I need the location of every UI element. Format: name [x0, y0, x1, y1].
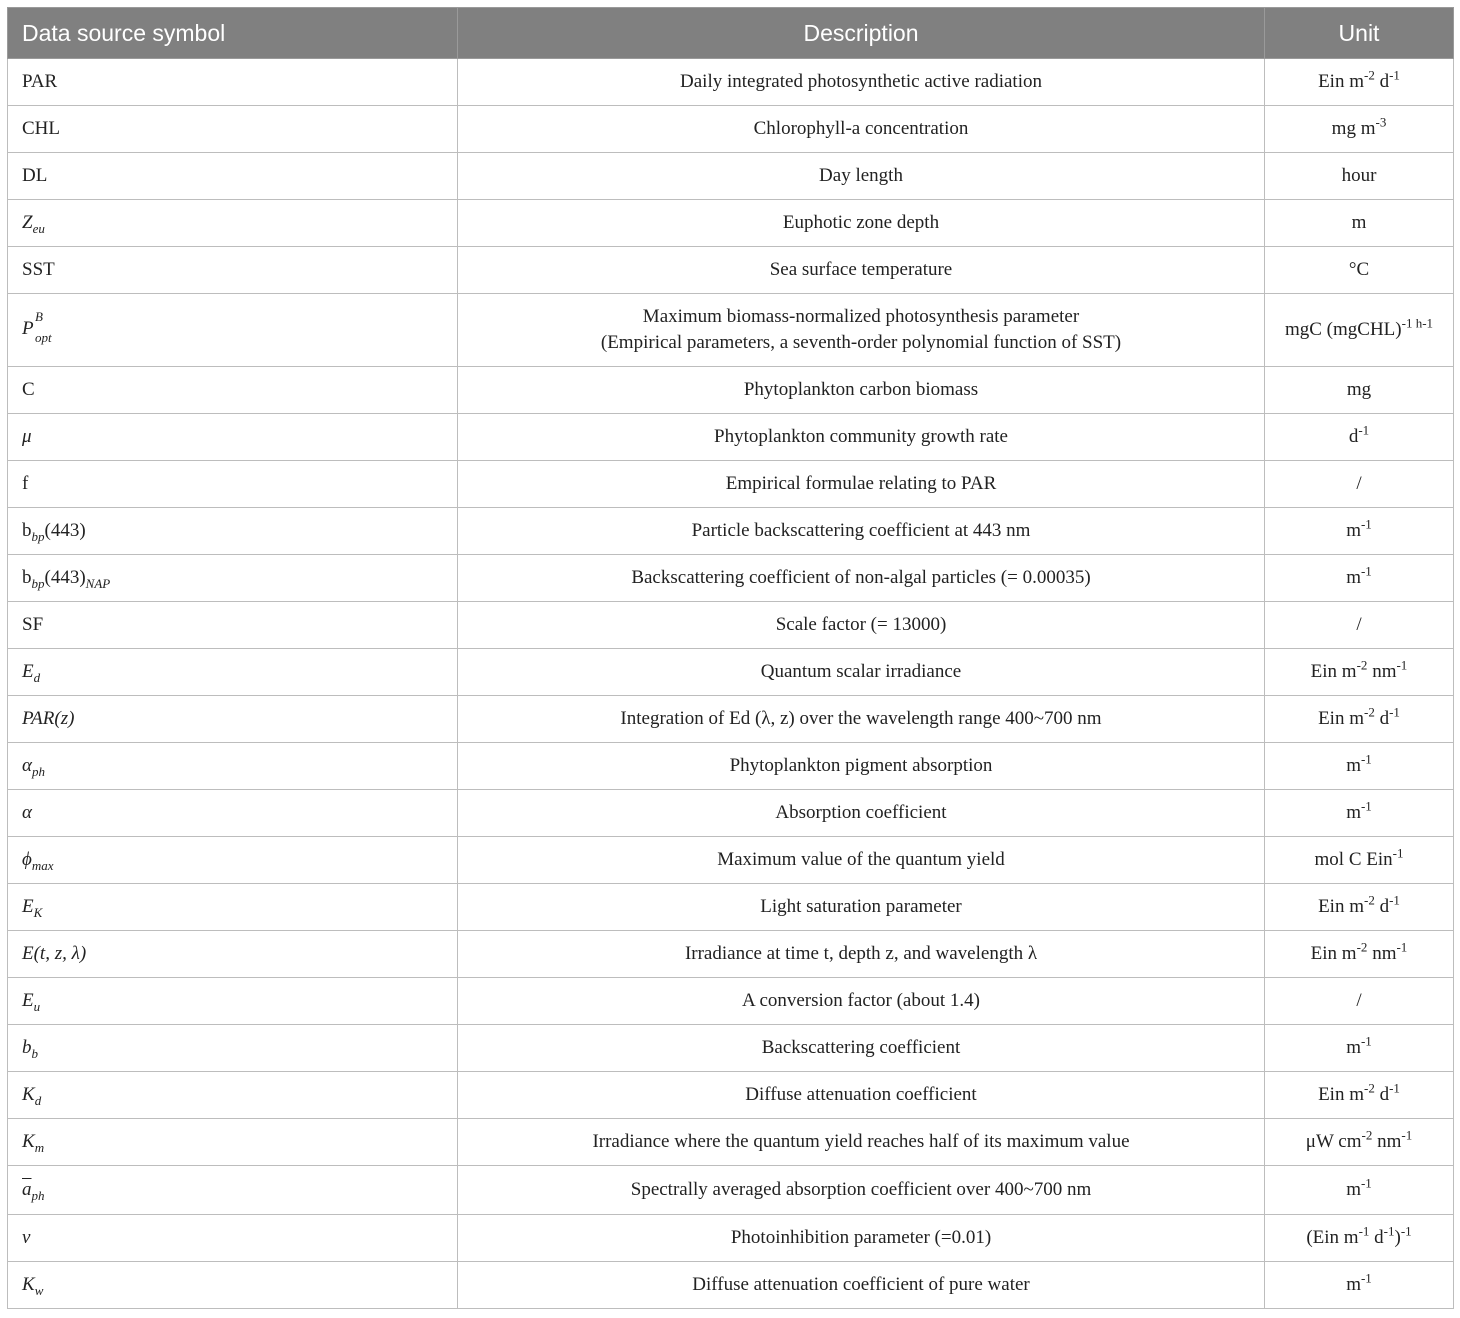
symbol-subscript-text: d: [34, 1092, 42, 1108]
symbol-cell: [8, 696, 458, 743]
description-line: Day length: [819, 165, 903, 186]
unit-exponent: -1: [1396, 657, 1408, 673]
description-line: Irradiance where the quantum yield reaches half of its maximum value: [592, 1131, 1130, 1152]
description-cell: [458, 602, 1265, 649]
symbol-subscript-text: bp: [31, 528, 45, 544]
description-cell: [458, 294, 1265, 367]
symbol-cell: [8, 1166, 458, 1215]
description-line: Daily integrated photosynthetic active radiation: [680, 71, 1042, 92]
description-cell: [458, 153, 1265, 200]
symbol-subscript-text: K: [33, 904, 43, 920]
unit-exponent: -1: [1389, 1080, 1400, 1096]
description-line: Chlorophyll-a concentration: [753, 118, 969, 139]
unit-text: m: [1346, 1274, 1361, 1295]
unit-exponent: -2: [1356, 939, 1368, 955]
unit-exponent: -1: [1389, 67, 1400, 83]
symbol-subscript: opt: [35, 330, 52, 345]
symbol-cell: [8, 294, 458, 367]
symbol-cell: [8, 59, 458, 106]
symbol-tail: (443): [44, 567, 86, 588]
symbol-subscript-text: ph: [31, 1187, 45, 1203]
unit-text: /: [1356, 614, 1362, 635]
symbol-subscript: [35, 1093, 42, 1108]
unit-exponent: -2: [1363, 892, 1375, 908]
table-row: [8, 884, 1454, 931]
symbol-base: α: [22, 802, 32, 823]
symbol-tail: (443): [44, 520, 86, 541]
symbol-subscript: [32, 764, 45, 779]
description-cell: [458, 367, 1265, 414]
description-cell: [458, 837, 1265, 884]
symbol-base: f: [22, 473, 29, 494]
symbol-cell: [8, 367, 458, 414]
table-row: [8, 602, 1454, 649]
table-row: [8, 978, 1454, 1025]
description-line: Maximum value of the quantum yield: [717, 849, 1005, 870]
unit-text: Ein m: [1318, 896, 1364, 917]
unit-cell: [1265, 837, 1454, 884]
description-line: (Empirical parameters, a seventh-order polynomial function of SST): [600, 332, 1122, 353]
symbol-cell: [8, 247, 458, 294]
unit-text: m: [1351, 212, 1367, 233]
table-row: [8, 59, 1454, 106]
symbol-cell: [8, 743, 458, 790]
symbol-base: b: [22, 520, 32, 541]
symbol-base: SST: [22, 259, 55, 280]
description-line: Diffuse attenuation coefficient of pure water: [692, 1274, 1030, 1295]
unit-text: /: [1356, 473, 1362, 494]
description-cell: [458, 414, 1265, 461]
unit-exponent: -2: [1363, 704, 1375, 720]
description-line: Sea surface temperature: [769, 259, 953, 280]
unit-text: nm: [1367, 661, 1397, 682]
symbol-subscript: [35, 1140, 44, 1155]
table-row: [8, 1215, 1454, 1262]
header-description: Description: [458, 8, 1265, 59]
table-row: [8, 649, 1454, 696]
unit-text: mgC (mgCHL): [1284, 319, 1402, 340]
unit-cell: [1265, 153, 1454, 200]
unit-cell: [1265, 59, 1454, 106]
symbol-stack: [22, 309, 52, 345]
unit-exponent: -1: [1358, 1223, 1370, 1239]
description-cell: [458, 508, 1265, 555]
unit-text: nm: [1372, 1131, 1402, 1152]
description-line: Euphotic zone depth: [782, 212, 940, 233]
description-cell: [458, 978, 1265, 1025]
description-line: Light saturation parameter: [760, 896, 962, 917]
unit-text: d: [1374, 1084, 1390, 1105]
description-cell: [458, 790, 1265, 837]
table-row: [8, 153, 1454, 200]
unit-text: mg m: [1331, 118, 1376, 139]
table-row: [8, 367, 1454, 414]
unit-text: nm: [1367, 943, 1397, 964]
unit-text: m: [1346, 1037, 1361, 1058]
description-line: Empirical formulae relating to PAR: [725, 473, 997, 494]
unit-cell: [1265, 461, 1454, 508]
unit-exponent: -1: [1360, 1033, 1372, 1049]
unit-exponent: -1: [1360, 751, 1372, 767]
unit-exponent: -3: [1375, 114, 1387, 130]
header-unit: Unit: [1265, 8, 1454, 59]
symbol-cell: [8, 1119, 458, 1166]
symbol-subscript: [32, 858, 54, 873]
unit-exponent: -1 h-1: [1401, 315, 1434, 331]
parameters-table: [7, 7, 1454, 1309]
description-cell: [458, 1072, 1265, 1119]
symbol-cell: [8, 1215, 458, 1262]
unit-text: mol C Ein: [1314, 849, 1393, 870]
unit-exponent: -1: [1360, 516, 1372, 532]
unit-cell: [1265, 247, 1454, 294]
table-row: [8, 1166, 1454, 1215]
symbol-base: K: [22, 1274, 35, 1295]
unit-text: Ein m: [1310, 943, 1357, 964]
unit-cell: [1265, 200, 1454, 247]
unit-cell: [1265, 696, 1454, 743]
symbol-cell: [8, 931, 458, 978]
unit-cell: [1265, 367, 1454, 414]
symbol-base: DL: [22, 165, 48, 186]
symbol-subscript: [34, 670, 41, 685]
symbol-base: α: [22, 755, 32, 776]
table-row: [8, 555, 1454, 602]
description-cell: [458, 106, 1265, 153]
description-line: Phytoplankton community growth rate: [714, 426, 1008, 447]
unit-cell: [1265, 602, 1454, 649]
description-cell: [458, 1215, 1265, 1262]
unit-exponent: -1: [1360, 1270, 1372, 1286]
table-row: [8, 790, 1454, 837]
symbol-base: P: [22, 318, 34, 339]
table-row: [8, 1025, 1454, 1072]
description-cell: [458, 200, 1265, 247]
symbol-cell: [8, 1072, 458, 1119]
symbol-subscript-text: d: [33, 669, 41, 685]
symbol-subscript: [32, 529, 45, 544]
symbol-base: Z: [22, 212, 33, 233]
symbol-base: μ: [22, 426, 32, 447]
table-row: [8, 743, 1454, 790]
unit-cell: [1265, 294, 1454, 367]
description-line: Backscattering coefficient of non-algal particles (= 0.00035): [631, 567, 1091, 588]
table-row: [8, 1119, 1454, 1166]
unit-text: d: [1374, 896, 1390, 917]
unit-exponent: -1: [1360, 798, 1372, 814]
unit-cell: [1265, 414, 1454, 461]
unit-text: /: [1356, 990, 1362, 1011]
description-cell: [458, 743, 1265, 790]
description-line: Diffuse attenuation coefficient: [745, 1084, 977, 1105]
description-line: Quantum scalar irradiance: [760, 661, 962, 682]
unit-text: Ein m: [1310, 661, 1357, 682]
symbol-cell: [8, 649, 458, 696]
unit-text: °C: [1348, 259, 1370, 280]
unit-text: d: [1374, 708, 1390, 729]
unit-text: d: [1348, 426, 1359, 447]
unit-text: μW cm: [1305, 1131, 1362, 1152]
unit-exponent: -2: [1363, 1080, 1375, 1096]
description-line: Backscattering coefficient: [761, 1037, 961, 1058]
unit-cell: [1265, 555, 1454, 602]
symbol-base: K: [22, 1084, 35, 1105]
description-line: Irradiance at time t, depth z, and wavelength λ: [684, 943, 1038, 964]
unit-exponent: -1: [1401, 1127, 1413, 1143]
symbol-cell: [8, 602, 458, 649]
unit-cell: [1265, 978, 1454, 1025]
description-cell: [458, 1262, 1265, 1309]
symbol-cell: [8, 978, 458, 1025]
table-body: [8, 59, 1454, 1309]
table-row: [8, 414, 1454, 461]
header-row: [8, 8, 1454, 59]
unit-text: mg: [1346, 379, 1372, 400]
description-line: Photoinhibition parameter (=0.01): [730, 1227, 992, 1248]
unit-cell: [1265, 508, 1454, 555]
unit-cell: [1265, 931, 1454, 978]
symbol-subscript-text: b: [31, 1045, 38, 1061]
description-cell: [458, 461, 1265, 508]
description-line: Absorption coefficient: [775, 802, 947, 823]
symbol-cell: [8, 461, 458, 508]
unit-exponent: -1: [1396, 939, 1408, 955]
symbol-subscript-2: [86, 576, 111, 591]
description-line: Integration of Ed (λ, z) over the wavelength range 400~700 nm: [620, 708, 1102, 729]
unit-exponent: -1: [1400, 1223, 1412, 1239]
table-row: [8, 837, 1454, 884]
symbol-base: E: [22, 896, 34, 917]
table-row: [8, 200, 1454, 247]
description-line: Particle backscattering coefficient at 443 nm: [691, 520, 1031, 541]
table-row: [8, 931, 1454, 978]
unit-exponent: -1: [1360, 563, 1372, 579]
description-line: A conversion factor (about 1.4): [742, 990, 980, 1011]
unit-exponent: -1: [1389, 704, 1400, 720]
unit-text: m: [1346, 520, 1361, 541]
symbol-base: PAR(z): [22, 708, 75, 729]
description-cell: [458, 1119, 1265, 1166]
symbol-base: K: [22, 1131, 35, 1152]
symbol-superscript: B: [35, 309, 43, 324]
unit-cell: [1265, 884, 1454, 931]
description-cell: [458, 59, 1265, 106]
description-cell: [458, 696, 1265, 743]
symbol-subscript-text: bp: [31, 575, 45, 591]
table-row: [8, 106, 1454, 153]
table-row: [8, 696, 1454, 743]
symbol-cell: [8, 1262, 458, 1309]
symbol-cell: [8, 790, 458, 837]
symbol-subscript: [32, 1188, 45, 1203]
symbol-subscript: [32, 576, 45, 591]
unit-text: m: [1346, 755, 1361, 776]
unit-text: (Ein m: [1306, 1227, 1359, 1248]
description-cell: [458, 931, 1265, 978]
unit-exponent: -2: [1356, 657, 1368, 673]
symbol-cell: [8, 1025, 458, 1072]
symbol-base: $\overline{a}$: [22, 1179, 32, 1200]
unit-exponent: -2: [1363, 67, 1375, 83]
unit-text: Ein m: [1318, 1084, 1364, 1105]
table-row: [8, 294, 1454, 367]
unit-exponent: -1: [1383, 1223, 1395, 1239]
unit-exponent: -2: [1361, 1127, 1373, 1143]
unit-cell: [1265, 1072, 1454, 1119]
header-symbol: Data source symbol: [8, 8, 458, 59]
unit-cell: [1265, 106, 1454, 153]
symbol-base: E: [22, 661, 34, 682]
symbol-cell: [8, 106, 458, 153]
symbol-subscript-text: u: [33, 998, 41, 1014]
symbol-base: ν: [22, 1227, 31, 1248]
unit-exponent: -1: [1358, 422, 1370, 438]
description-cell: [458, 555, 1265, 602]
table-row: [8, 247, 1454, 294]
symbol-base: SF: [22, 614, 44, 635]
symbol-base: ϕ: [22, 849, 32, 870]
symbol-base: PAR: [22, 71, 58, 92]
unit-text: m: [1346, 1179, 1361, 1200]
unit-cell: [1265, 1215, 1454, 1262]
symbol-base: C: [22, 379, 35, 400]
description-cell: [458, 247, 1265, 294]
unit-cell: [1265, 1025, 1454, 1072]
description-cell: [458, 1025, 1265, 1072]
symbol-subscript: [34, 905, 43, 920]
unit-exponent: -1: [1392, 845, 1404, 861]
unit-exponent: -1: [1389, 892, 1400, 908]
symbol-subscript-text: max: [31, 857, 54, 873]
description-line: Spectrally averaged absorption coefficient over 400~700 nm: [630, 1179, 1092, 1200]
unit-text: d: [1374, 71, 1390, 92]
table-row: [8, 508, 1454, 555]
symbol-subscript: [33, 221, 45, 236]
unit-text: m: [1346, 802, 1361, 823]
unit-cell: [1265, 649, 1454, 696]
description-line: Scale factor (= 13000): [775, 614, 947, 635]
unit-text: m: [1346, 567, 1361, 588]
symbol-base: b: [22, 1037, 32, 1058]
symbol-base: E(t, z, λ): [22, 943, 87, 964]
description-cell: [458, 1166, 1265, 1215]
table-row: [8, 1072, 1454, 1119]
symbol-base: b: [22, 567, 32, 588]
table-row: [8, 1262, 1454, 1309]
symbol-subscript: [34, 999, 41, 1014]
unit-exponent: -1: [1360, 1175, 1372, 1191]
description-line: Maximum biomass-normalized photosynthesis parameter: [642, 306, 1080, 327]
unit-cell: [1265, 1262, 1454, 1309]
unit-cell: [1265, 1166, 1454, 1215]
description-line: Phytoplankton carbon biomass: [743, 379, 979, 400]
unit-text: d: [1369, 1227, 1384, 1248]
symbol-cell: [8, 414, 458, 461]
description-cell: [458, 884, 1265, 931]
description-line: Phytoplankton pigment absorption: [729, 755, 993, 776]
unit-text: Ein m: [1318, 71, 1364, 92]
unit-cell: [1265, 743, 1454, 790]
symbol-cell: [8, 837, 458, 884]
symbol-cell: [8, 153, 458, 200]
symbol-cell: [8, 200, 458, 247]
symbol-cell: [8, 884, 458, 931]
symbol-subscript-text: ph: [31, 763, 45, 779]
unit-text: ): [1394, 1227, 1401, 1248]
unit-cell: [1265, 1119, 1454, 1166]
symbol-subscript-text: NAP: [85, 575, 111, 591]
symbol-subscript-text: w: [34, 1282, 44, 1298]
symbol-cell: [8, 555, 458, 602]
symbol-cell: [8, 508, 458, 555]
unit-text: Ein m: [1318, 708, 1364, 729]
symbol-subscript: [32, 1046, 39, 1061]
symbol-subscript-text: eu: [32, 220, 45, 236]
symbol-subscript-text: m: [34, 1139, 45, 1155]
unit-text: hour: [1341, 165, 1377, 186]
symbol-subscript: [35, 1283, 44, 1298]
symbol-base: E: [22, 990, 34, 1011]
unit-cell: [1265, 790, 1454, 837]
symbol-base: CHL: [22, 118, 60, 139]
description-cell: [458, 649, 1265, 696]
table-row: [8, 461, 1454, 508]
